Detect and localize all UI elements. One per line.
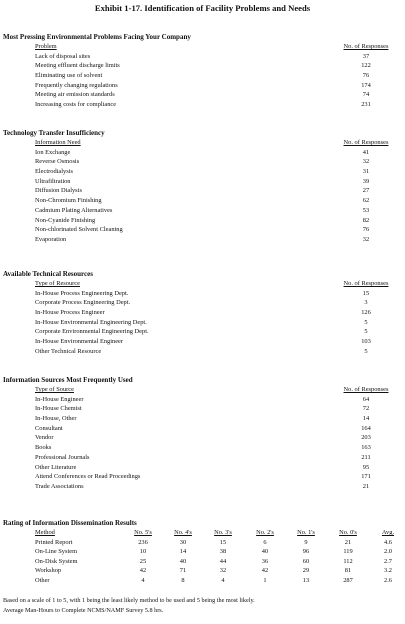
row-label: Reverse Osmosis <box>35 158 80 166</box>
row-label: Professional Journals <box>35 453 90 461</box>
row-label: Corporate Environmental Engineering Dept. <box>35 328 149 336</box>
value-cell: 3.2 <box>384 567 392 574</box>
value-cell: 13 <box>302 576 310 584</box>
method-cell: Workshop <box>35 567 62 574</box>
value-cell: 42 <box>139 567 147 574</box>
method-cell: Other <box>35 576 50 584</box>
footnote: Average Man-Hours to Complete NCMS/NAMF Survey 5.8 hrs. <box>3 607 164 614</box>
row-label: In-House Process Engineering Dept. <box>35 289 129 297</box>
row-count: 76 <box>362 226 370 234</box>
value-cell: No. 2's <box>256 529 274 536</box>
section-title: Technology Transfer Insufficiency <box>3 129 105 137</box>
row-count: 72 <box>362 405 370 413</box>
row-count: 126 <box>361 309 371 317</box>
column-header-count: No. of Responses <box>343 280 389 287</box>
technology-section <box>3 129 401 245</box>
row-label: Meeting effluent discharge limits <box>35 62 120 70</box>
row-label: Non-Cyanide Finishing <box>35 216 96 224</box>
table-row <box>3 157 401 167</box>
row-count: 27 <box>362 187 370 195</box>
value-cell: 25 <box>139 557 147 565</box>
row-count: 95 <box>362 463 370 471</box>
value-cell: 287 <box>343 576 353 584</box>
row-count: 64 <box>362 395 370 403</box>
row-label: Cadmium Plating Alternatives <box>35 206 113 214</box>
value-cell: 38 <box>219 548 227 555</box>
row-label: Trade Associations <box>35 482 84 490</box>
table-row <box>3 100 401 110</box>
table-row <box>3 443 401 453</box>
table-row <box>3 61 401 71</box>
row-label: Vendor <box>35 434 54 442</box>
method-cell: Method <box>35 529 55 536</box>
value-cell: 1 <box>263 576 267 584</box>
row-count: 171 <box>361 473 371 481</box>
row-count: 32 <box>362 235 370 243</box>
column-header-count: No. of Responses <box>343 139 389 146</box>
column-header-count: No. of Responses <box>343 43 389 50</box>
column-header-label: Information Need <box>35 139 81 146</box>
row-count: 5 <box>364 347 368 355</box>
row-label: Meeting air emission standards <box>35 91 115 99</box>
row-count: 164 <box>361 424 371 432</box>
table-row <box>3 206 401 216</box>
rating-section <box>3 519 401 585</box>
value-cell: 44 <box>219 557 227 565</box>
row-count: 203 <box>361 434 371 442</box>
value-cell: 32 <box>219 567 227 574</box>
value-cell: Avg. <box>381 529 395 536</box>
table-row <box>3 186 401 196</box>
value-cell: 2.7 <box>384 557 392 565</box>
table-row <box>3 472 401 482</box>
row-count: 53 <box>362 206 370 214</box>
value-cell: No. 3's <box>214 529 232 536</box>
table-row <box>3 235 401 245</box>
value-cell: 119 <box>343 548 353 555</box>
row-label: Ion Exchange <box>35 148 71 156</box>
table-row <box>3 404 401 414</box>
value-cell: No. 4's <box>174 529 192 536</box>
row-count: 21 <box>362 482 370 490</box>
value-cell: 2.6 <box>384 576 392 584</box>
table-row <box>3 216 401 226</box>
row-label: Corporate Process Engineering Dept. <box>35 299 131 307</box>
table-row <box>3 196 401 206</box>
row-label: Non-Chromium Finishing <box>35 197 102 205</box>
row-label: Attend Conferences or Read Proceedings <box>35 473 141 481</box>
resources-section <box>3 270 401 357</box>
row-count: 32 <box>362 158 370 166</box>
row-label: Evaporation <box>35 235 67 243</box>
column-header-label: Type of Source <box>35 386 74 393</box>
table-row <box>3 453 401 463</box>
row-label: Other Literature <box>35 463 77 471</box>
table-row <box>3 148 401 158</box>
table-row <box>3 308 401 318</box>
method-cell: On-Line System <box>35 548 78 555</box>
value-cell: 96 <box>302 548 310 555</box>
row-count: 211 <box>361 453 371 461</box>
row-label: Lack of disposal sites <box>35 52 91 60</box>
value-cell: No. 0's <box>339 529 357 536</box>
value-cell: 81 <box>344 567 352 574</box>
value-cell: 14 <box>179 548 187 555</box>
table-row <box>3 482 401 492</box>
table-row <box>3 347 401 357</box>
row-count: 37 <box>362 52 370 60</box>
row-count: 41 <box>362 148 370 156</box>
row-label: In-House Process Engineer <box>35 309 105 317</box>
footnote: Based on a scale of 1 to 5, with 1 being the least likely method to be used and 5 being the most likely. <box>3 597 255 604</box>
value-cell: 2.0 <box>384 548 392 555</box>
value-cell: 42 <box>261 567 269 574</box>
value-cell: 30 <box>179 538 187 546</box>
row-count: 122 <box>361 62 371 70</box>
value-cell: 40 <box>179 557 187 565</box>
rating-header <box>3 528 401 538</box>
table-row <box>3 318 401 328</box>
value-cell: 10 <box>139 548 147 555</box>
value-cell: 29 <box>302 567 310 574</box>
page-title: Exhibit 1-17. Identification of Facility Problems and Needs <box>94 3 311 13</box>
table-row <box>3 424 401 434</box>
column-header-count: No. of Responses <box>343 386 389 393</box>
table-row <box>3 414 401 424</box>
table-row <box>3 337 401 347</box>
table-row <box>3 289 401 299</box>
row-count: 163 <box>361 444 371 452</box>
row-count: 231 <box>361 101 371 109</box>
row-count: 15 <box>362 289 370 297</box>
table-row <box>3 81 401 91</box>
row-label: In-House, Other <box>35 415 77 423</box>
method-cell: On-Disk System <box>35 557 78 565</box>
row-label: Eliminating use of solvent <box>35 72 103 80</box>
table-row <box>3 90 401 100</box>
row-label: Ultrafiltration <box>35 177 71 185</box>
row-label: In-House Engineer <box>35 395 84 403</box>
value-cell: 71 <box>179 567 187 574</box>
section-title: Available Technical Resources <box>3 270 93 278</box>
table-header <box>3 138 401 148</box>
value-cell: 4.6 <box>384 538 392 546</box>
table-header <box>3 42 401 52</box>
row-label: Electrodialysis <box>35 168 73 176</box>
table-row <box>3 225 401 235</box>
value-cell: 6 <box>263 538 267 546</box>
row-label: In-House Chemist <box>35 405 82 413</box>
rating-row <box>3 547 401 557</box>
method-cell: Printed Report <box>35 538 73 546</box>
value-cell: No. 5's <box>134 529 152 536</box>
rating-row <box>3 576 401 586</box>
section-title: Most Pressing Environmental Problems Facing Your Company <box>3 33 191 41</box>
section-title: Rating of Information Dissemination Results <box>3 519 137 527</box>
table-header <box>3 385 401 395</box>
value-cell: No. 1's <box>297 529 315 536</box>
row-count: 74 <box>362 91 370 99</box>
value-cell: 21 <box>344 538 352 546</box>
value-cell: 40 <box>261 548 269 555</box>
rating-row <box>3 566 401 576</box>
value-cell: 4 <box>221 576 225 584</box>
row-count: 5 <box>364 318 368 326</box>
column-header-label: Problem <box>35 43 57 50</box>
row-count: 103 <box>361 338 371 346</box>
table-header <box>3 279 401 289</box>
row-count: 3 <box>364 299 368 307</box>
row-count: 62 <box>362 197 370 205</box>
row-label: In-House Environmental Engineering Dept. <box>35 318 147 326</box>
row-label: Non-chlorinated Solvent Cleaning <box>35 226 123 234</box>
table-row <box>3 433 401 443</box>
rating-row <box>3 538 401 548</box>
row-label: Other Technical Resource <box>35 347 102 355</box>
row-label: In-House Environmental Engineer <box>35 338 124 346</box>
column-header-label: Type of Resource <box>35 280 80 287</box>
table-row <box>3 395 401 405</box>
problems-section <box>3 33 401 110</box>
row-label: Frequently changing regulations <box>35 81 118 89</box>
row-count: 5 <box>364 328 368 336</box>
sources-section <box>3 376 401 492</box>
row-count: 174 <box>361 81 371 89</box>
table-row <box>3 298 401 308</box>
row-label: Consultant <box>35 424 63 432</box>
value-cell: 236 <box>138 538 148 546</box>
row-count: 76 <box>362 72 370 80</box>
row-label: Diffusion Dialysis <box>35 187 82 195</box>
row-count: 39 <box>362 177 370 185</box>
value-cell: 15 <box>219 538 227 546</box>
section-title: Information Sources Most Frequently Used <box>3 376 133 384</box>
value-cell: 4 <box>141 576 145 584</box>
value-cell: 9 <box>304 538 308 546</box>
table-row <box>3 327 401 337</box>
rating-row <box>3 557 401 567</box>
row-count: 14 <box>362 415 370 423</box>
row-count: 31 <box>362 168 370 176</box>
value-cell: 8 <box>181 576 185 584</box>
table-row <box>3 167 401 177</box>
table-row <box>3 71 401 81</box>
row-count: 82 <box>362 216 370 224</box>
value-cell: 112 <box>343 557 353 565</box>
table-row <box>3 177 401 187</box>
table-row <box>3 52 401 62</box>
row-label: Books <box>35 444 52 452</box>
value-cell: 36 <box>261 557 269 565</box>
value-cell: 60 <box>302 557 310 565</box>
table-row <box>3 463 401 473</box>
row-label: Increasing costs for compliance <box>35 101 117 109</box>
